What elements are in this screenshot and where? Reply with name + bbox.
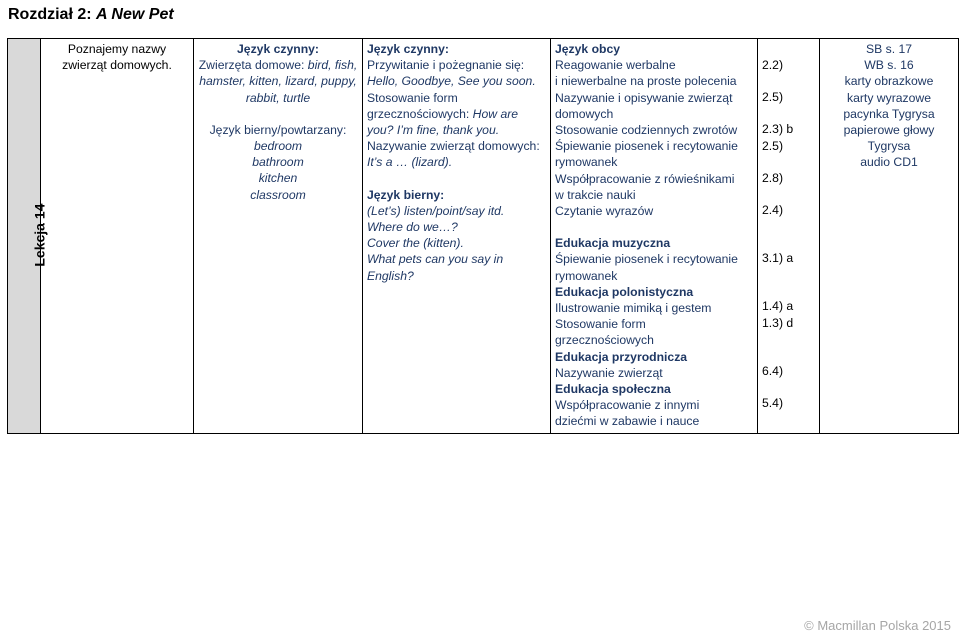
skill-item: grzecznościowych xyxy=(555,333,654,348)
skill-item: Stosowanie form xyxy=(555,317,646,332)
skill-item: Nazywanie zwierząt xyxy=(555,365,663,380)
vocab-passive-word: bedroom xyxy=(253,139,303,154)
vocab-active-label: Język czynny: xyxy=(237,42,319,56)
lesson-label: Lekcja 14 xyxy=(31,203,48,268)
material-item: papierowe głowy xyxy=(843,123,935,138)
skill-item: Nazywanie i opisywanie zwierząt xyxy=(555,90,733,105)
passive-example: What pets can you say in English? xyxy=(367,252,504,283)
vocab-active-intro: Zwierzęta domowe: xyxy=(198,58,308,73)
material-item: SB s. 17 xyxy=(865,42,913,56)
copyright-footer: © Macmillan Polska 2015 xyxy=(804,618,951,633)
skill-item: dziećmi w zabawie i nauce xyxy=(555,414,700,429)
topic-cell xyxy=(41,39,194,434)
curriculum-ref: 2.8) xyxy=(762,170,784,185)
skill-item: w trakcie nauki xyxy=(555,187,636,202)
skill-item: Śpiewanie piosenek i recytowanie xyxy=(555,252,738,267)
curriculum-ref: 2.4) xyxy=(762,203,784,218)
vocab-passive-label: Język bierny/powtarzany: xyxy=(209,122,347,137)
lesson-cell xyxy=(8,39,48,434)
passive-example: (Let’s) listen/point/say itd. xyxy=(367,203,505,218)
skill-item: rymowanek xyxy=(555,155,618,170)
curriculum-ref: 5.4) xyxy=(762,396,784,411)
curriculum-refs-cell xyxy=(758,39,820,434)
skills-heading-foreign: Język obcy xyxy=(555,42,621,56)
material-item: karty obrazkowe xyxy=(844,74,934,89)
material-item: Tygrysa xyxy=(867,139,911,154)
skills-heading-music: Edukacja muzyczna xyxy=(555,236,671,251)
material-item: karty wyrazowe xyxy=(847,90,931,105)
structures-cell xyxy=(363,39,551,434)
vocabulary-cell xyxy=(194,39,363,434)
vocab-passive-word: classroom xyxy=(250,187,306,202)
skill-item: domowych xyxy=(555,106,614,121)
skill-item: Stosowanie codziennych zwrotów xyxy=(555,123,738,138)
title-prefix: Rozdział 2: xyxy=(8,6,97,23)
curriculum-ref: 3.1) a xyxy=(762,251,794,266)
structures-passive-label: Język bierny: xyxy=(367,187,445,202)
topic-text: Poznajemy nazwy zwierząt domowych. xyxy=(62,42,172,73)
curriculum-ref: 1.4) a xyxy=(762,299,794,314)
skill-item: Czytanie wyrazów xyxy=(555,204,654,219)
curriculum-ref: 2.2) xyxy=(762,58,784,72)
polite-examples: How are you? I’m fine, thank you. xyxy=(367,106,519,138)
materials-cell xyxy=(820,39,959,434)
lesson-plan-table xyxy=(7,38,959,434)
polite-text: Stosowanie form grzecznościowych: xyxy=(367,90,473,121)
curriculum-ref: 2.5) xyxy=(762,90,784,105)
curriculum-ref: 1.3) d xyxy=(762,315,794,330)
curriculum-ref: 6.4) xyxy=(762,363,784,378)
page-title xyxy=(8,6,174,24)
skills-heading-polish: Edukacja polonistyczna xyxy=(555,284,694,299)
structures-naming xyxy=(367,138,546,170)
greeting-text: Przywitanie i pożegnanie się: xyxy=(367,58,525,73)
skill-item: rymowanek xyxy=(555,268,618,283)
title-unit-name: A New Pet xyxy=(96,6,174,23)
material-item: WB s. 16 xyxy=(864,58,914,73)
skill-item: Reagowanie werbalne xyxy=(555,58,676,73)
skill-item: Współpracowanie z innymi xyxy=(555,398,700,413)
structures-greeting xyxy=(367,57,546,89)
curriculum-ref: 2.5) xyxy=(762,138,784,153)
vocab-active-list: bird, fish, hamster, kitten, lizard, puppy, rabbit, turtle xyxy=(199,58,358,105)
vocab-passive-word: kitchen xyxy=(258,171,298,186)
skill-item: Współpracowanie z rówieśnikami xyxy=(555,171,735,186)
skill-item: Śpiewanie piosenek i recytowanie xyxy=(555,139,738,154)
skills-cell xyxy=(551,39,758,434)
skill-item: i niewerbalne na proste polecenia xyxy=(555,74,737,89)
greeting-examples: Hello, Goodbye, See you soon. xyxy=(367,74,536,89)
curriculum-ref: 2.3) b xyxy=(762,122,794,137)
passive-example: Where do we…? xyxy=(367,220,458,235)
structures-active-label: Język czynny: xyxy=(367,42,449,56)
naming-text: Nazywanie zwierząt domowych: xyxy=(367,139,540,154)
vocab-active-words xyxy=(198,57,358,106)
skills-heading-social: Edukacja społeczna xyxy=(555,382,671,397)
material-item: audio CD1 xyxy=(860,155,918,170)
naming-example: It’s a … (lizard). xyxy=(367,155,453,170)
skills-heading-nature: Edukacja przyrodnicza xyxy=(555,349,688,364)
passive-example: Cover the (kitten). xyxy=(367,236,464,251)
structures-polite xyxy=(367,90,546,139)
vocab-passive-word: bathroom xyxy=(252,155,304,170)
skill-item: Ilustrowanie mimiką i gestem xyxy=(555,301,712,316)
material-item: pacynka Tygrysa xyxy=(843,106,935,121)
